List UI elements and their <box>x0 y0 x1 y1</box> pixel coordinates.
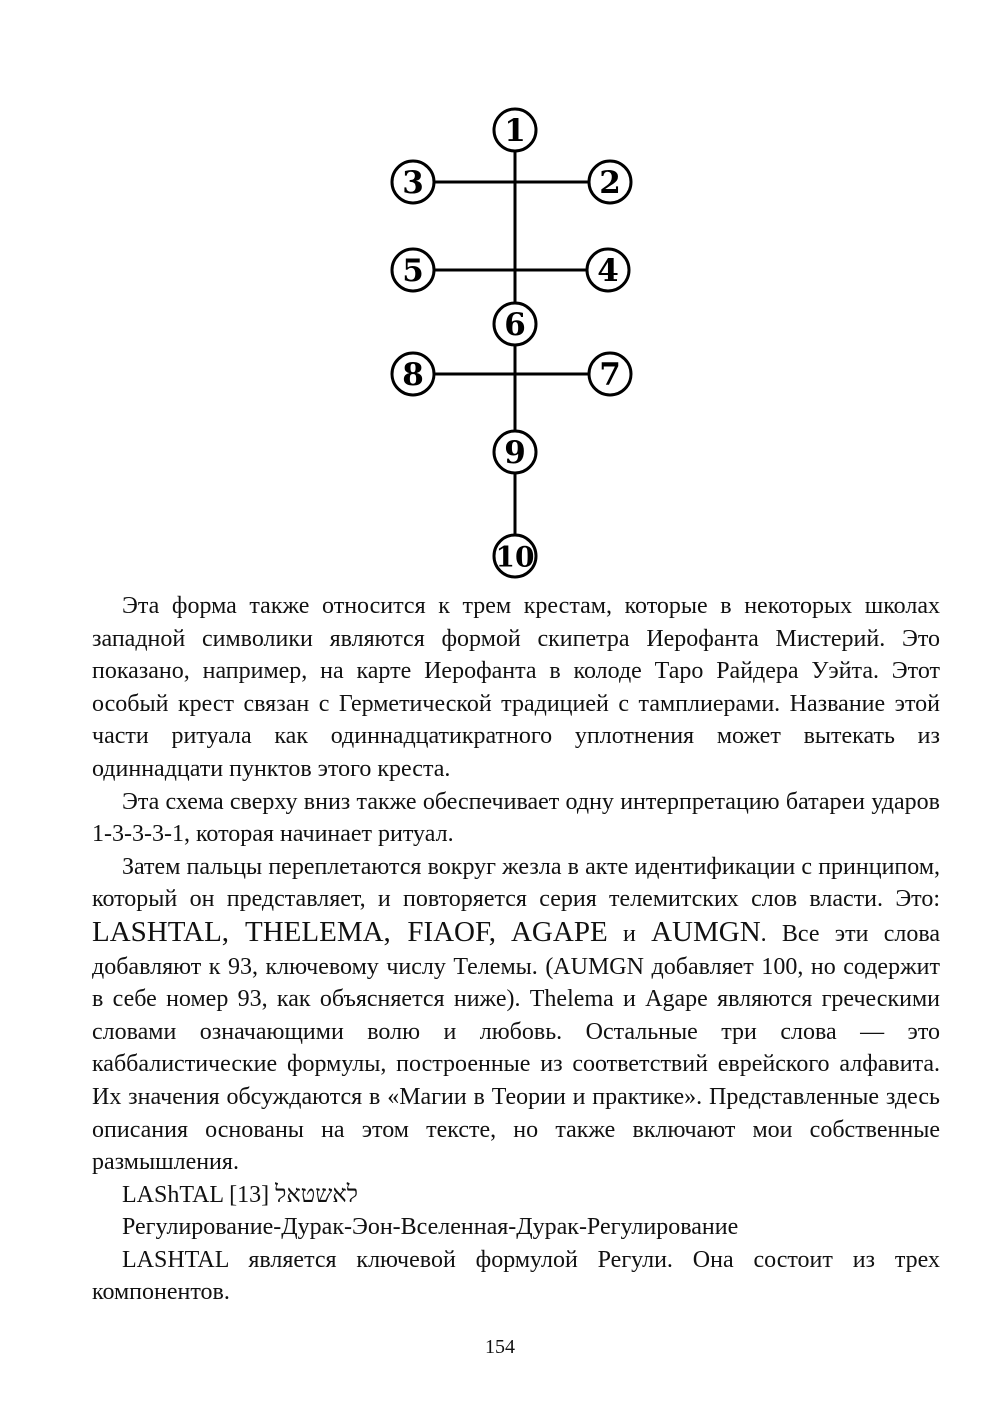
power-word-aumgn: AUMGN <box>651 915 761 948</box>
paragraph-2: Эта схема сверху вниз также обеспечивает одну интерпретацию батареи ударов 1-3-3-3-1, которая начинает ритуал. <box>92 788 940 848</box>
node-10-label: 10 <box>495 540 535 574</box>
paragraph-3-rest: . Все эти слова добавляют к 93, ключевому числу Телемы. (AUMGN добавляет 100, но содержит в себе номер 93, как объясняется ниже). Thelema и Agape являются греческими словами означающими волю и любовь. Остальные три слова — это каббалистические формулы, построенные из соответствий еврейского алфавита. Их значения обсуждаются в «Магии в Теории и практике». Представленные здесь описания основаны на этом тексте, но также включают мои собственные размышления. <box>92 920 941 1176</box>
node-4-label: 4 <box>597 253 619 289</box>
node-1-label: 1 <box>504 113 526 149</box>
section-heading: LAShTAL [13] לאשטאל <box>122 1181 358 1208</box>
node-8-label: 8 <box>402 357 424 393</box>
cross-diagram <box>0 0 1000 590</box>
paragraph-3-intro: Затем пальцы переплетаются вокруг жезла в акте идентификации с принципом, который он представляет, и повторяется серия телемитских слов власти. Это: <box>92 853 940 913</box>
node-3-label: 3 <box>402 165 424 201</box>
node-5-label: 5 <box>402 253 424 289</box>
paragraph-3 <box>92 851 940 1179</box>
correspondence-sequence: Регулирование-Дурак-Эон-Вселенная-Дурак-Регулирование <box>122 1214 739 1241</box>
node-6-label: 6 <box>504 307 526 343</box>
node-2-label: 2 <box>599 165 621 201</box>
paragraph-4: LASHTAL является ключевой формулой Регули. Она состоит из трех компонентов. <box>92 1246 940 1306</box>
conjunction: и <box>607 920 652 947</box>
body-text <box>92 590 940 1309</box>
page-number: 154 <box>485 1336 515 1358</box>
node-9-label: 9 <box>504 435 526 471</box>
paragraph-1: Эта форма также относится к трем крестам, которые в некоторых школах западной символики являются формой скипетра Иерофанта Мистерий. Это показано, например, на карте Иерофанта в колоде Таро Райдера Уэйта. Этот особый крест связан с Герметической традицией с тамплиерами. Название этой части ритуала как одиннадцатикратного уплотнения может вытекать из одиннадцати пунктов этого креста. <box>92 593 940 782</box>
node-7-label: 7 <box>599 357 621 393</box>
power-words: LASHTAL, THELEMA, FIAOF, AGAPE <box>92 915 608 948</box>
